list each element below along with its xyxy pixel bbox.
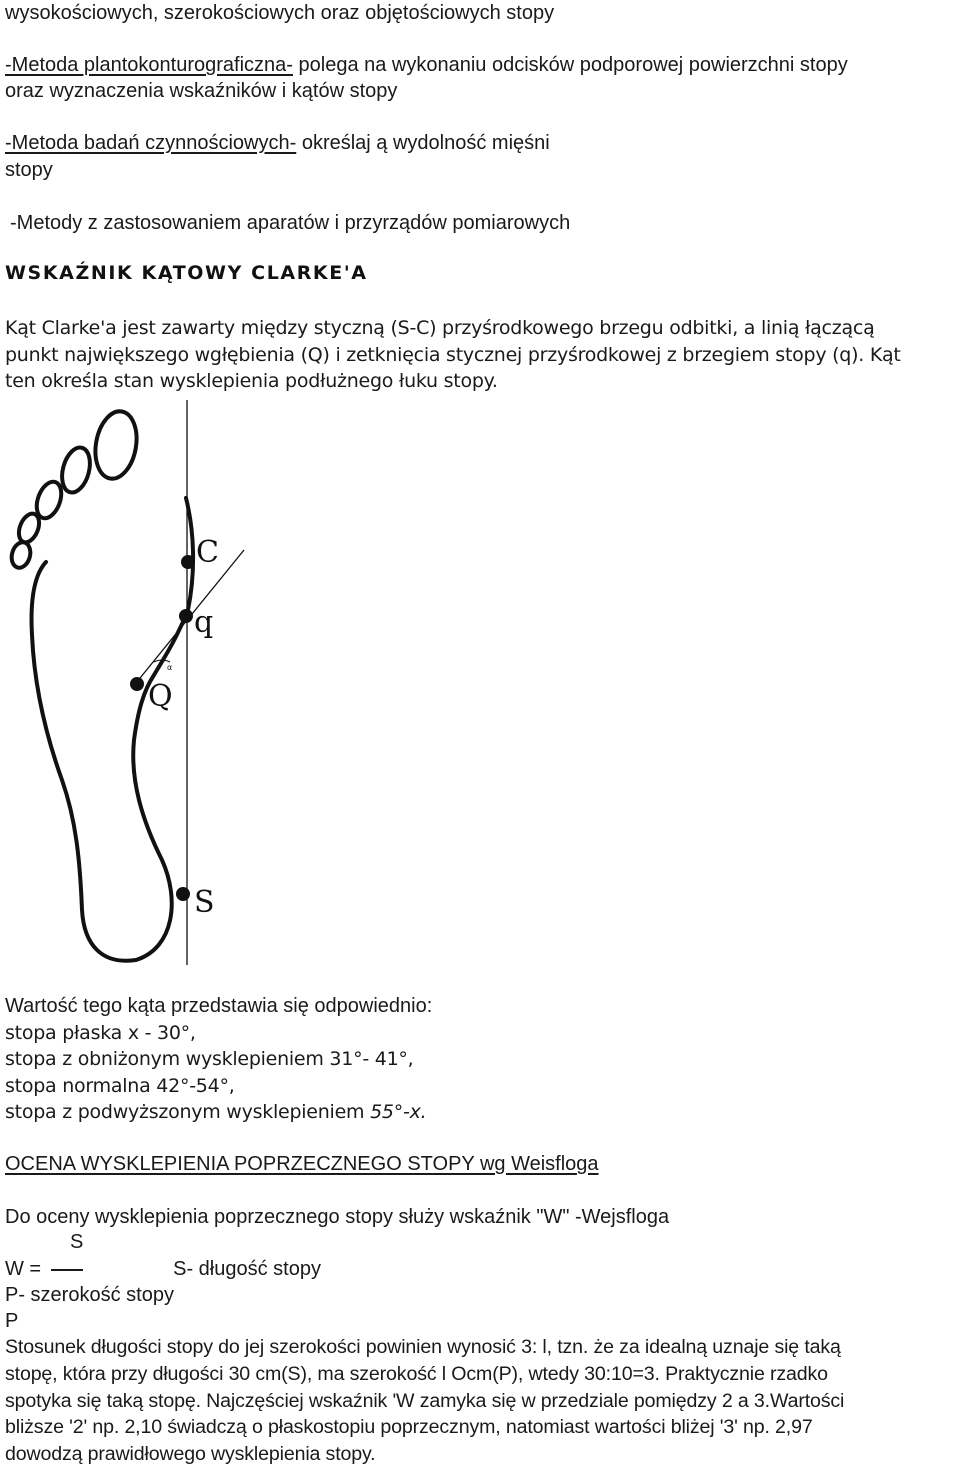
method-functional	[5, 130, 550, 156]
point-s	[176, 887, 190, 901]
angle-values-intro: Wartość tego kąta przedstawia się odpowiednio:	[5, 995, 433, 1017]
clarke-description	[5, 315, 901, 395]
point-q-big	[130, 677, 144, 691]
method-plantokonturografic	[5, 52, 848, 78]
conclusion-line: dowodzą prawidłowego wysklepienia stopy.	[5, 1443, 376, 1466]
foot-print-figure	[4, 400, 248, 965]
clarke-description-line: punkt największego wgłębienia (Q) i zetknięcia stycznej przyśrodkowej z brzegiem stopy (q). Kąt	[5, 343, 901, 366]
conclusion-line: Stosunek długości stopy do jej szerokości powinien wynosić 3: l, tzn. że za idealną uznaje się taką	[5, 1336, 841, 1358]
toe-little	[9, 540, 33, 570]
clarke-heading: WSKAŹNIK KĄTOWY CLARKE'A	[5, 262, 368, 284]
clarke-description-line: ten określa stan wysklepienia podłużnego łuku stopy.	[5, 370, 498, 392]
method-functional-text: określaj ą wydolność mięśni	[296, 132, 550, 154]
method-plantokonturografic-line2: oraz wyznaczenia wskaźników i kątów stopy	[5, 80, 398, 102]
point-q-small	[179, 609, 193, 623]
foot-outline	[32, 498, 194, 961]
toe-fourth	[15, 511, 43, 546]
formula-s-definition: S- długość stopy	[173, 1258, 321, 1280]
method-instruments: -Metody z zastosowaniem aparatów i przyrządów pomiarowych	[10, 212, 571, 234]
formula-left: W =	[5, 1258, 42, 1280]
label-q-small: q	[194, 605, 214, 640]
angle-mark: α	[167, 663, 173, 672]
intro-line-1: wysokościowych, szerokościowych oraz objętościowych stopy	[5, 2, 555, 24]
label-c: C	[196, 535, 219, 570]
toe-second	[57, 444, 94, 495]
formula-p-definition: P- szerokość stopy	[5, 1284, 174, 1306]
conclusion-line: spotyka się taką stopę. Najczęściej wskaźnik 'W zamyka się w przedziale pomiędzy 2 a 3.Wartości	[5, 1389, 845, 1412]
label-s: S	[194, 885, 215, 920]
toe-big	[90, 408, 141, 482]
method-plantokonturografic-title: -Metoda plantokonturograficzna-	[5, 54, 293, 76]
method-functional-line2: stopy	[5, 159, 53, 181]
method-functional-title: -Metoda badań czynnościowych-	[5, 132, 297, 154]
angle-value-item	[5, 1099, 432, 1126]
weisflog-intro: Do oceny wysklepienia poprzecznego stopy służy wskaźnik "W" -Wejsfloga	[5, 1206, 670, 1228]
angle-value-item: stopa normalna 42°-54°,	[5, 1074, 235, 1097]
angle-value-item: stopa z obniżonym wysklepieniem 31°- 41°,	[5, 1048, 414, 1070]
angle-value-item: stopa płaska x - 30°,	[5, 1021, 196, 1044]
label-q-big: Q	[148, 679, 173, 714]
angle-value-last-italic: 55°-x.	[370, 1101, 427, 1123]
angle-values	[5, 993, 432, 1126]
weisflog-conclusion	[5, 1334, 844, 1468]
point-c	[181, 555, 195, 569]
conclusion-line: bliższe '2' np. 2,10 świadczą o płaskostopiu poprzecznym, natomiast wartości bliżej '3' np. 2,97	[5, 1416, 813, 1439]
formula-denominator: P	[5, 1310, 19, 1332]
formula-row	[5, 1256, 321, 1282]
formula-numerator: S	[70, 1231, 84, 1253]
clarke-description-line: Kąt Clarke'a jest zawarty między styczną (S-C) przyśrodkowego brzegu odbitki, a linią łączącą	[5, 317, 875, 339]
angle-value-last-prefix: stopa z podwyższonym wysklepieniem	[5, 1101, 371, 1123]
conclusion-line: stopę, która przy długości 30 cm(S), ma szerokość l Ocm(P), wtedy 30:10=3. Praktycznie rzadko	[5, 1362, 828, 1385]
weisflog-heading: OCENA WYSKLEPIENIA POPRZECZNEGO STOPY wg Weisfloga	[5, 1153, 599, 1175]
fraction-bar	[51, 1269, 83, 1271]
method-plantokonturografic-text: polega na wykonaniu odcisków podporowej powierzchni stopy	[292, 54, 848, 76]
